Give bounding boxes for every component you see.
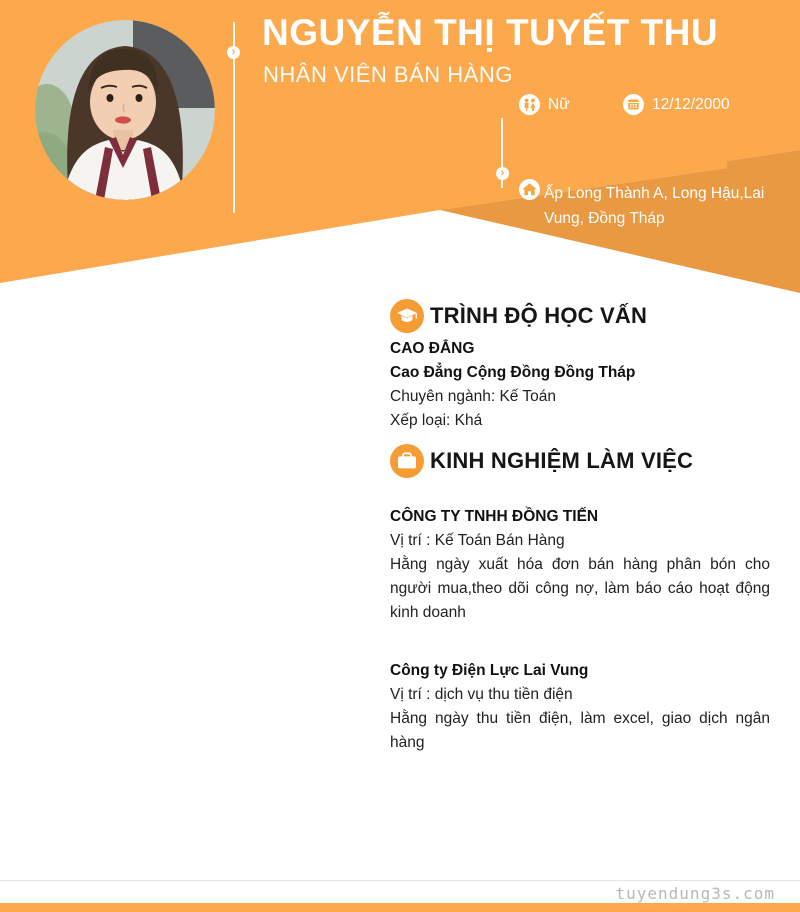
education-grade: Xếp loại: Khá — [390, 412, 483, 429]
briefcase-icon — [390, 444, 424, 478]
job-description-line: hàng — [390, 734, 425, 751]
job-company: Công ty Điện Lực Lai Vung — [390, 662, 589, 679]
birthdate-info — [623, 94, 730, 115]
graduation-cap-icon — [390, 299, 424, 333]
chevron-right-icon: › — [496, 167, 509, 180]
education-details — [390, 337, 770, 433]
bottom-accent-bar — [0, 903, 800, 912]
portrait-illustration — [35, 20, 215, 200]
experience-title: KINH NGHIỆM LÀM VIỆC — [430, 448, 694, 473]
job-description-line: Hằng ngày thu tiền điện, làm excel, giao dịch ngân — [390, 710, 770, 727]
gender-info — [519, 94, 570, 115]
education-major: Chuyên ngành: Kế Toán — [390, 388, 557, 405]
home-icon — [519, 179, 540, 200]
candidate-job-title: NHÂN VIÊN BÁN HÀNG — [263, 62, 513, 87]
address-info — [519, 179, 540, 200]
job-company: CÔNG TY TNHH ĐỒNG TIẾN — [390, 508, 599, 525]
education-title: TRÌNH ĐỘ HỌC VẤN — [430, 303, 648, 328]
gender-value: Nữ — [548, 96, 570, 113]
birthdate-value: 12/12/2000 — [652, 96, 730, 113]
address-value: Ấp Long Thành A, Long Hậu,Lai Vung, Đồng Tháp — [544, 185, 765, 227]
job-position: Vị trí : dịch vụ thu tiền điện — [390, 686, 573, 703]
education-school: Cao Đẳng Cộng Đồng Đồng Tháp — [390, 364, 636, 381]
education-degree: CAO ĐẲNG — [390, 340, 475, 357]
job-position: Vị trí : Kế Toán Bán Hàng — [390, 532, 565, 549]
job-description-line: Hằng ngày xuất hóa đơn bán hàng phân bón cho — [390, 556, 770, 573]
section-experience-header — [390, 444, 693, 478]
candidate-name: NGUYỄN THỊ TUYẾT THU — [262, 12, 719, 53]
job-entry — [390, 505, 770, 625]
calendar-icon — [623, 94, 644, 115]
footer-divider — [0, 880, 800, 881]
job-entry — [390, 659, 770, 755]
job-description-line: người mua,theo dõi công nợ, làm báo cáo hoạt động — [390, 580, 770, 597]
chevron-right-icon: › — [227, 46, 240, 59]
section-education-header — [390, 299, 647, 333]
job-description-line: kinh doanh — [390, 604, 466, 621]
watermark-text: tuyendung3s.com — [615, 884, 775, 903]
profile-photo — [35, 20, 215, 200]
gender-icon — [519, 94, 540, 115]
